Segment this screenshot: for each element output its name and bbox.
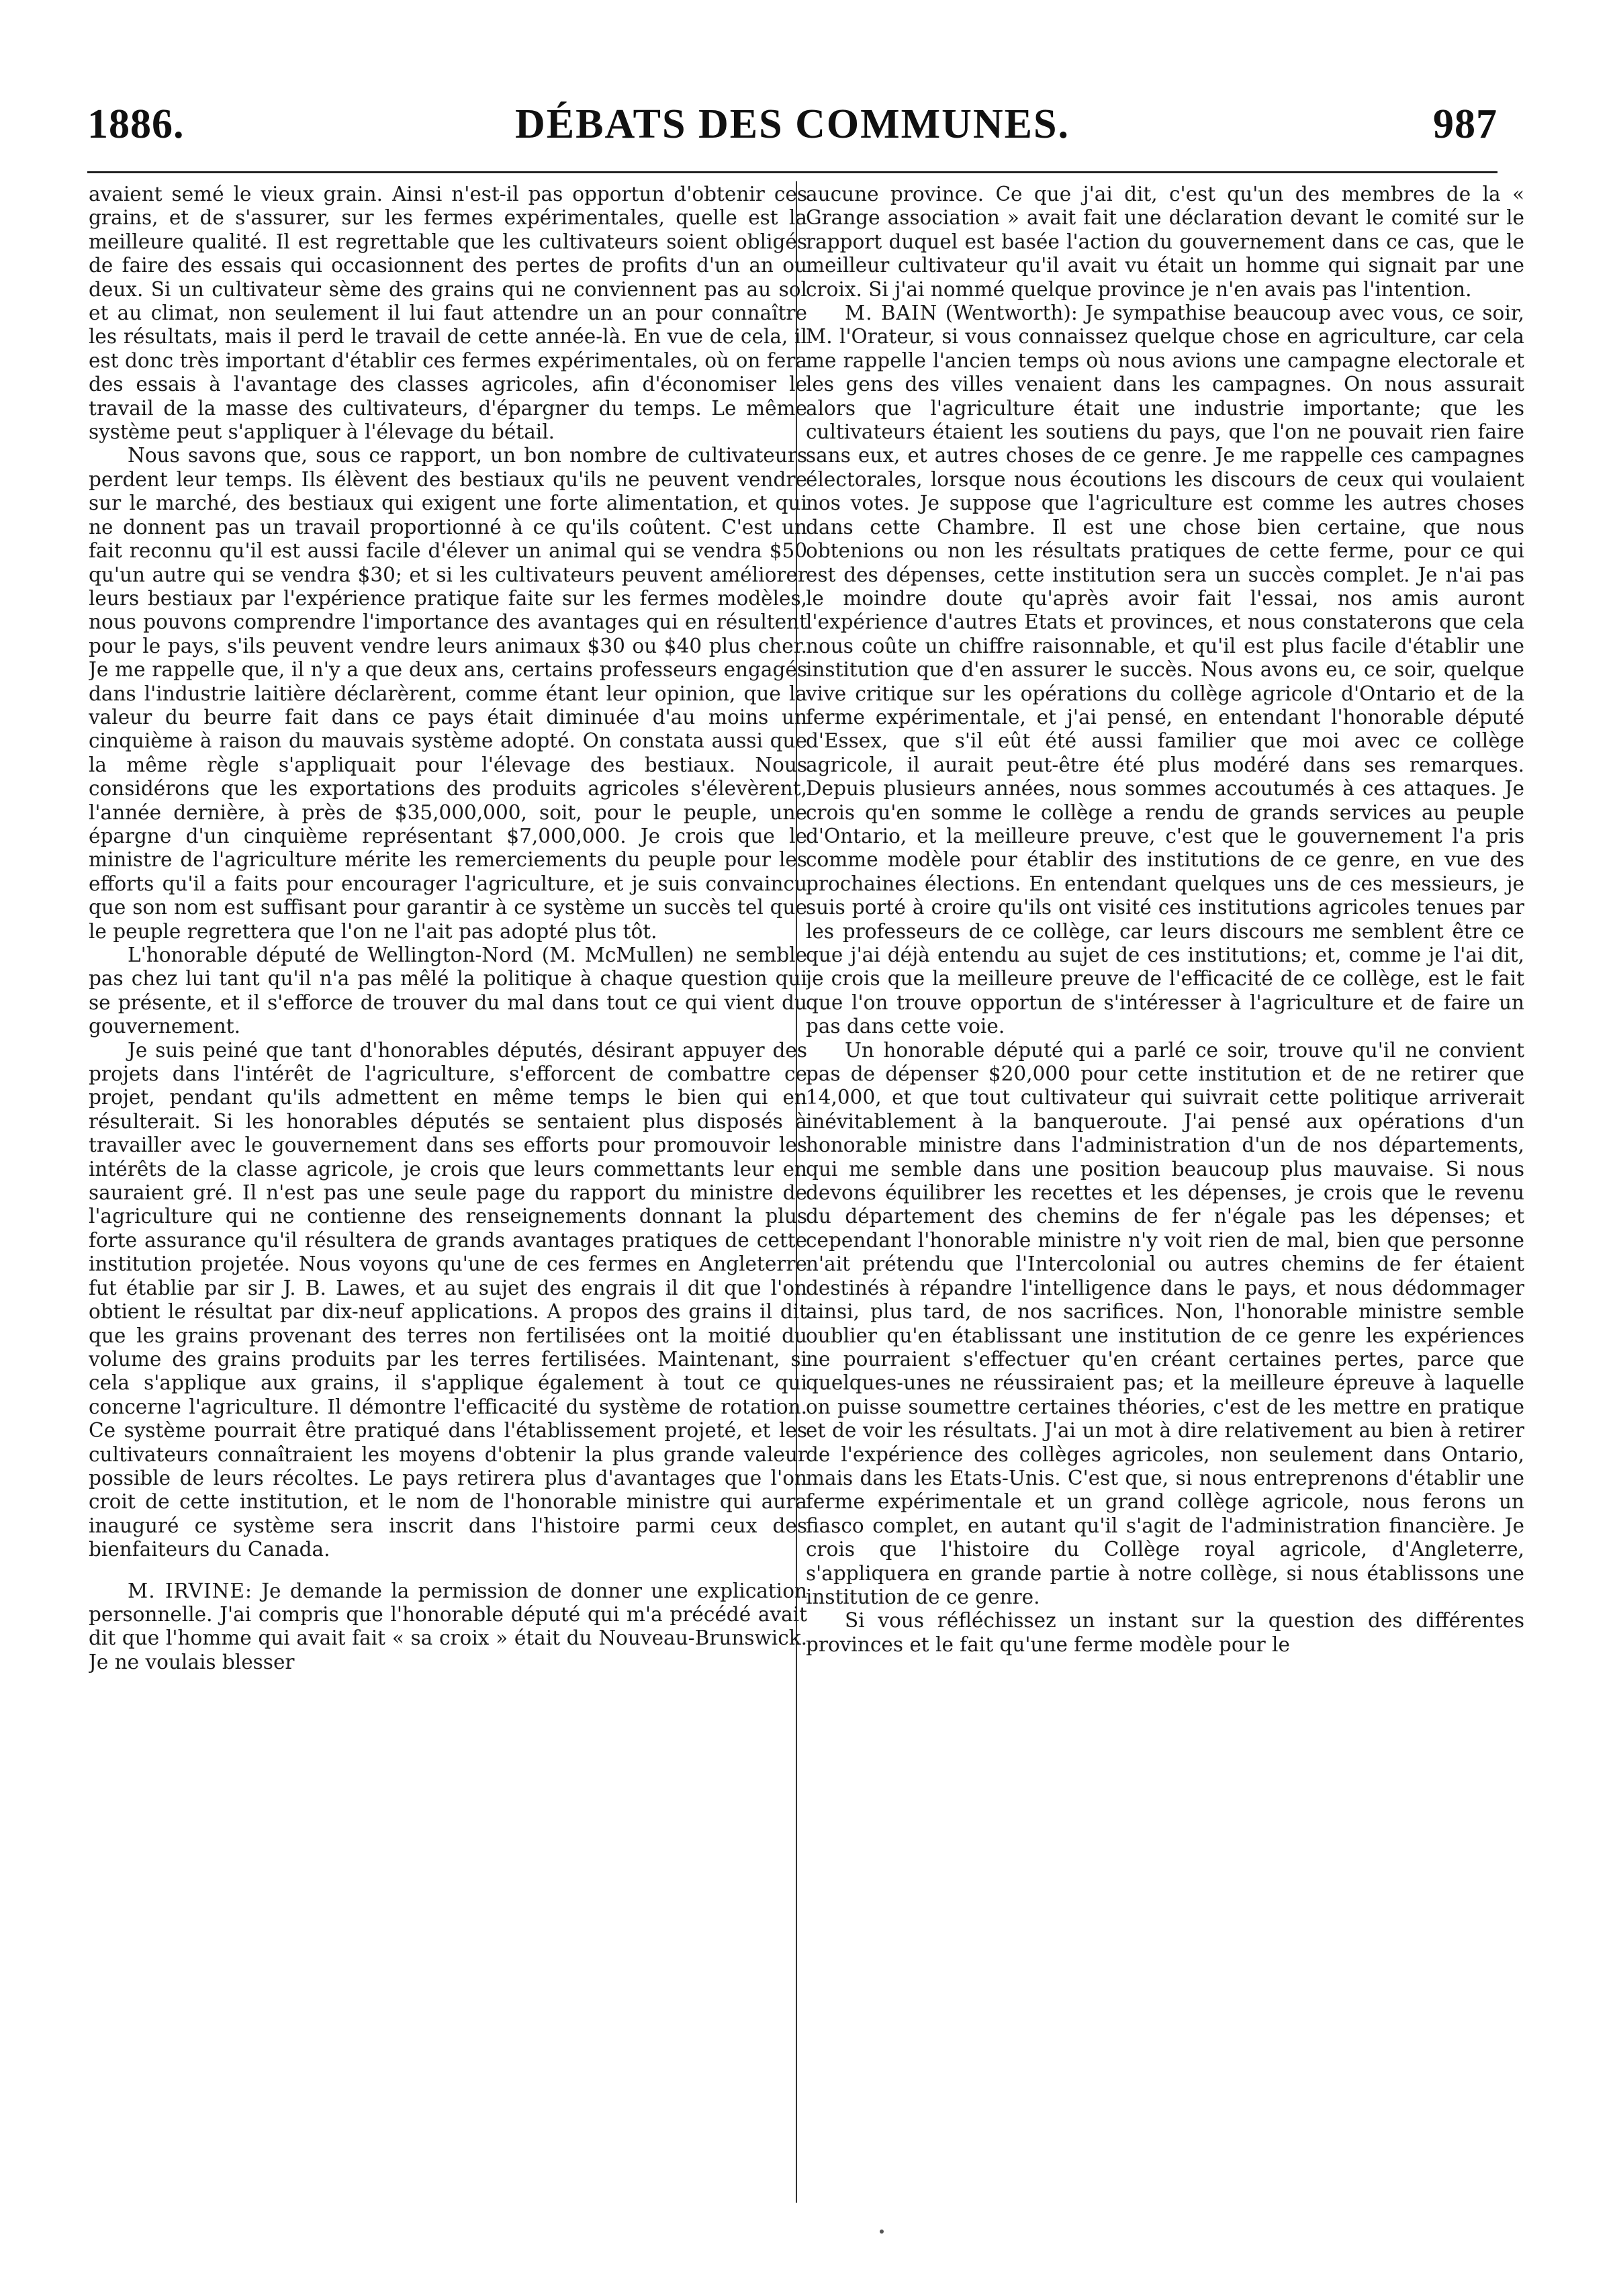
right-paragraph-3: Un honorable député qui a parlé ce soir, trouve qu'il ne convient pas de dépenser $20,000 pour cette institution et de ne retirer que 14,000, et que tout cultivateur qui suivrait cette politique arriverait inévitablement à la banqueroute. J'ai pensé aux opérations d'un honorable ministre dans l'administration d'un de nos départements, qui me semble dans une position beaucoup plus mauvaise. Si nous devons équilibrer les recettes et les dépenses, je crois que le revenu du département des chemins de fer n'égale pas les dépenses; et cependant l'honorable ministre n'y voit rien de mal, bien que personne n'ait prétendu que l'Intercolonial ou autres chemins de fer étaient destinés à répandre l'intelligence dans le pays, et nous dédommager ainsi, plus tard, de nos sacrifices. Non, l'honorable ministre semble oublier qu'en établissant une institution de ce genre les expériences ne pourraient s'effectuer qu'en créant certaines pertes, parce que quelques-unes ne réussiraient pas; et la meilleure épreuve à laquelle on puisse soumettre certaines théories, c'est de les mettre en pratique et de voir les résultats. J'ai un mot à dire relativement au bien à retirer de l'expérience des collèges agricoles, non seulement dans Ontario, mais dans les Etats-Unis. C'est que, si nous entreprenons d'établir une ferme expérimentale et un grand collège agricole, nous ferons un fiasco complet, en autant qu'il s'agit de l'administration financière. Je crois que l'histoire du Collège royal agricole, d'Angleterre, s'appliquera en grande partie à notre collège, si nous établissons une institution de ce genre. <box>806 1038 1524 1608</box>
speech-irvine-text: Je demande la permission de donner une explication personnelle. J'ai compris que l'honorable député qui m'a précédé avait dit que l'homme qui avait fait « sa croix » était du Nouveau-Brunswick. Je ne voulais blesser <box>89 1579 807 1673</box>
right-paragraph-4: Si vous réfléchissez un instant sur la question des différentes provinces et le fait qu'une ferme modèle pour le <box>806 1609 1524 1656</box>
speech-bain-text: (Wentworth): Je sympathise beaucoup avec vous, ce soir, M. l'Orateur, si vous connaissez quelque chose en agriculture, car cela me rappelle l'ancien temps où nous avions une campagne electorale et les gens des villes venaient dans les campagnes. On nous assurait alors que l'agriculture était une industrie importante; que les cultivateurs étaient les soutiens du pays, que l'on ne pouvait rien faire sans eux, et autres choses de ce genre. Je me rappelle ces campagnes électorales, lorsque nous écoutions les discours de ceux qui voulaient nos votes. Je suppose que l'agriculture est comme les autres choses dans cette Chambre. Il est une chose bien certaine, que nous obtenions ou non les résultats pratiques de cette ferme, pour ce qui est des dépenses, cette institution sera un succès complet. Je n'ai pas le moindre doute qu'après avoir fait l'essai, nos amis auront l'expérience d'autres Etats et provinces, et nous constaterons que cela nous coûte un chiffre raisonnable, et qu'il est plus facile d'établir une institution que d'en assurer le succès. Nous avons eu, ce soir, quelque vive critique sur les opérations du collège agricole d'Ontario et de la ferme expérimentale, et j'ai pensé, en entendant l'honorable député d'Essex, que s'il eût été aussi familier que moi avec ce collège agricole, il aurait peut-être été plus modéré dans ses remarques. Depuis plusieurs années, nous sommes accoutumés à ces attaques. Je crois qu'en somme le collège a rendu de grands services au peuple d'Ontario, et la meilleure preuve, c'est que le gouvernement l'a pris comme modèle pour établir des institutions de ce genre, en vue des prochaines élections. En entendant quelques uns de ces messieurs, je suis porté à croire qu'ils ont visité ces institutions agricoles tenues par les professeurs de ce collège, car leurs discours me semblent être ce que j'ai déjà entendu au sujet de ces institutions; et, comme je l'ai dit, je crois que la meilleure preuve de l'efficacité de ce collège, est le fait que l'on trouve opportun de s'intéresser à l'agriculture et de faire un pas dans cette voie. <box>806 302 1524 1038</box>
left-paragraph-2: Nous savons que, sous ce rapport, un bon nombre de cultivateurs perdent leur temps. Ils élèvent des bestiaux qu'ils ne peuvent vendre sur le marché, des bestiaux qui exigent une forte alimentation, et qui ne donnent pas un travail proportionné à ce qu'ils coûtent. C'est un fait reconnu qu'il est aussi facile d'élever un animal qui se vendra $50 qu'un autre qui se vendra $30; et si les cultivateurs peuvent améliorer leurs bestiaux par l'expérience pratique faite sur les fermes modèles, nous pouvons comprendre l'importance des avantages qui en résultent pour le pays, s'ils peuvent vendre leurs animaux $30 ou $40 plus cher. Je me rappelle que, il n'y a que deux ans, certains professeurs engagés dans l'industrie laitière déclarèrent, comme étant leur opinion, que la valeur du beurre fait dans ce pays était diminuée d'au moins un cinquième à raison du mauvais système adopté. On constata aussi que la même règle s'appliquait pour l'élevage des bestiaux. Nous considérons que les exportations des produits agricoles s'élevèrent, l'année dernière, à près de $35,000,000, soit, pour le peuple, une épargne d'un cinquième représentant $7,000,000. Je crois que le ministre de l'agriculture mérite les remerciements du peuple pour les efforts qu'il a faits pour encourager l'agriculture, et je suis convaincu que son nom est suffisant pour garantir à ce système un succès tel que le peuple regrettera que l'on ne l'ait pas adopté plus tôt. <box>89 444 807 943</box>
page-header <box>87 101 1497 154</box>
page-speck <box>880 2230 884 2234</box>
header-page-number: 987 <box>1433 101 1497 147</box>
speaker-irvine: M. IRVINE: <box>128 1579 252 1602</box>
header-title: DÉBATS DES COMMUNES. <box>514 101 1070 147</box>
right-paragraph-1: aucune province. Ce que j'ai dit, c'est qu'un des membres de la « Grange association » avait fait une déclaration devant le comité sur le rapport duquel est basée l'action du gouvernement dans ce cas, que le meilleur cultivateur qu'il avait vu était un homme qui signait par une croix. Si j'ai nommé quelque province je n'en avais pas l'intention. <box>806 183 1524 301</box>
left-paragraph-3: L'honorable député de Wellington-Nord (M. McMullen) ne semble pas chez lui tant qu'il n'a pas mêlé la politique à chaque question qui se présente, et il s'efforce de trouver du mal dans tout ce qui vient du gouvernement. <box>89 944 807 1038</box>
left-paragraph-1: avaient semé le vieux grain. Ainsi n'est-il pas opportun d'obtenir ces grains, et de s'assurer, sur les fermes expérimentales, quelle est la meilleure qualité. Il est regrettable que les cultivateurs soient obligés de faire des essais qui occasionnent des pertes de profits d'un an ou deux. Si un cultivateur sème des grains qui ne conviennent pas au sol et au climat, non seulement il lui faut attendre un an pour connaître les résultats, mais il perd le travail de cette année-là. En vue de cela, il est donc très important d'établir ces fermes expérimentales, où on fera des essais à l'avantage des classes agricoles, afin d'économiser le travail de la masse des cultivateurs, d'épargner du temps. Le même système peut s'appliquer à l'élevage du bétail. <box>89 183 807 444</box>
speaker-bain: M. BAIN <box>845 302 938 325</box>
right-column <box>806 183 1524 2231</box>
speech-bain <box>806 302 1524 1039</box>
left-column <box>89 183 807 2231</box>
speech-irvine <box>89 1579 807 1675</box>
header-year: 1886. <box>87 101 185 147</box>
left-paragraph-4: Je suis peiné que tant d'honorables députés, désirant appuyer des projets dans l'intérêt de l'agriculture, s'efforcent de combattre ce projet, pendant qu'ils admettent en même temps le bien qui en résulterait. Si les honorables députés se sentaient plus disposés à travailler avec le gouvernement dans ses efforts pour promouvoir les intérêts de la classe agricole, je crois que leurs commettants leur en sauraient gré. Il n'est pas une seule page du rapport du ministre de l'agriculture qui ne contienne des renseignements donnant la plus forte assurance qu'il résultera de grands avantages pratiques de cette institution projetée. Nous voyons qu'une de ces fermes en Angleterre fut établie par sir J. B. Lawes, et au sujet des engrais il dit que l'on obtient le résultat par dix-neuf applications. A propos des grains il dit que les grains provenant des terres non fertilisées ont la moitié du volume des grains produits par les terres fertilisées. Maintenant, si cela s'applique aux grains, il s'applique également à tout ce qui concerne l'agriculture. Il démontre l'efficacité du système de rotation. Ce système pourrait être pratiqué dans l'établissement projeté, et les cultivateurs connaîtraient les moyens d'obtenir la plus grande valeur possible de leurs récoltes. Le pays retirera plus d'avantages que l'on croit de cette institution, et le nom de l'honorable ministre qui aura inauguré ce système sera inscrit dans l'histoire parmi ceux des bienfaiteurs du Canada. <box>89 1038 807 1561</box>
header-rule <box>87 171 1497 173</box>
